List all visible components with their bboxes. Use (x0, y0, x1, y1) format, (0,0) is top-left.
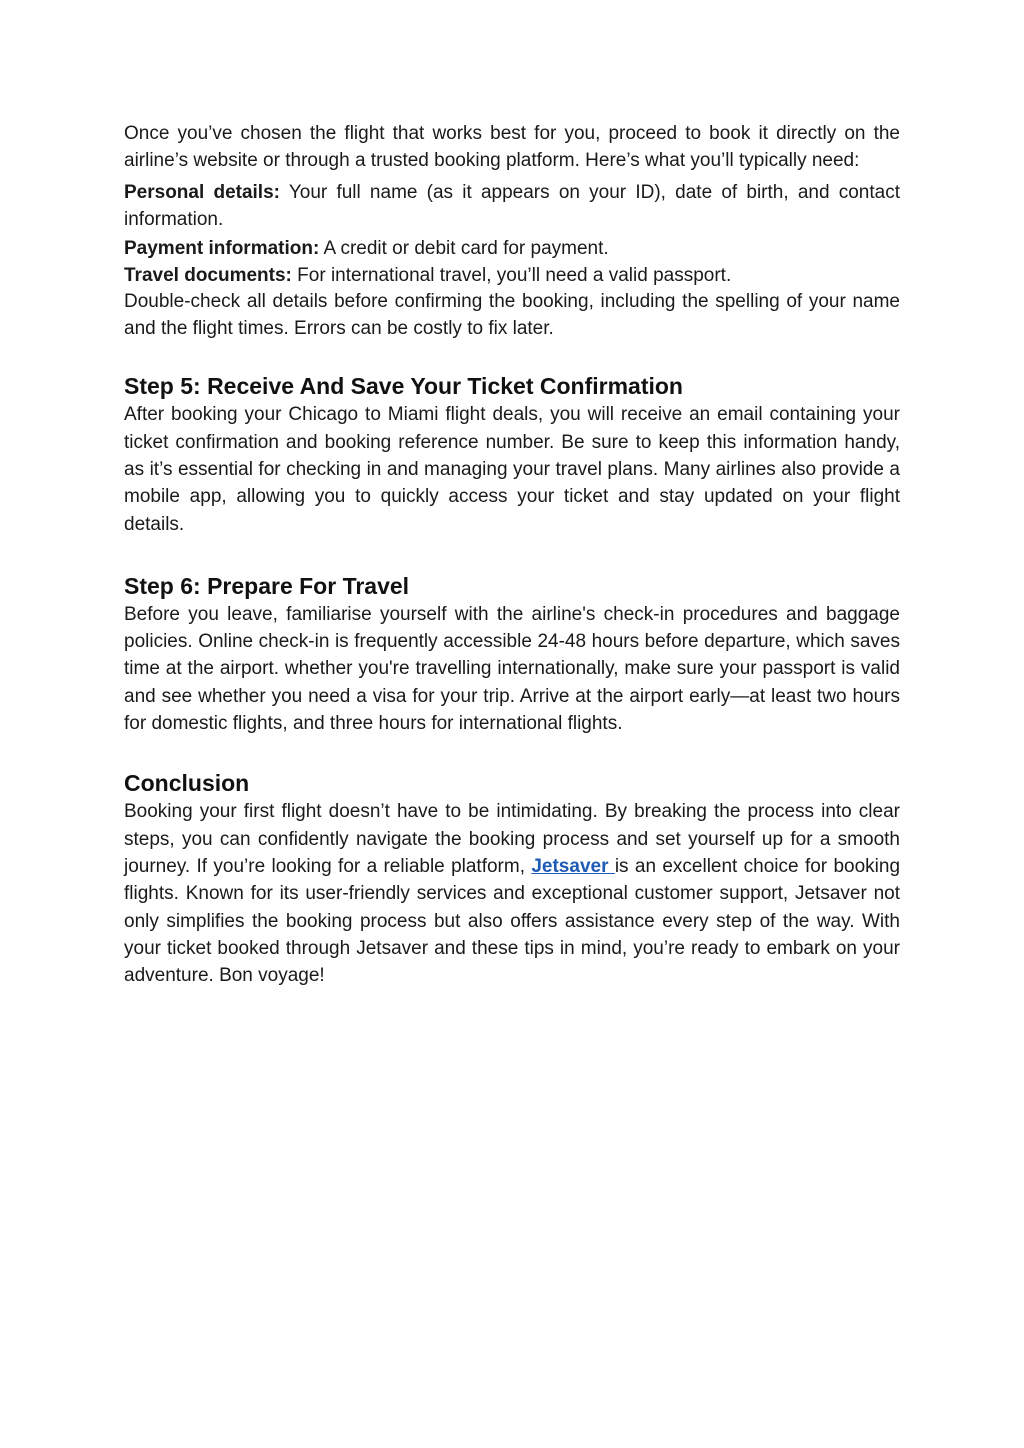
requirement-label: Travel documents: (124, 265, 292, 287)
step6-paragraph: Before you leave, familiarise yourself with the airline's check-in procedures and baggage policies. Online check-in is frequently accessible 24-48 hours before departure, which saves time at the airport. whether you're travelling internationally, make sure your passport is valid and see whether you need a visa for your trip. Arrive at the airport early—at least two hours for domestic flights, and three hours for international flights. (124, 603, 900, 735)
conclusion-paragraph (124, 798, 900, 989)
requirement-label: Personal details: (124, 181, 280, 203)
conclusion-text-before-link: Booking your first flight doesn’t have to be intimidating. By breaking the process into clear steps, you can confidently navigate the booking process and set yourself up for a smooth journey. If you’re looking for a reliable platform, (124, 801, 900, 877)
step5-paragraph: After booking your Chicago to Miami flight deals, you will receive an email containing your ticket confirmation and booking reference number. Be sure to keep this information handy, as it’s essential for checking in and managing your travel plans. Many airlines also provide a mobile app, allowing you to quickly access your ticket and stay updated on your flight details. (124, 404, 900, 535)
requirement-payment-information (124, 235, 900, 262)
step6-heading: Step 6: Prepare For Travel (124, 572, 410, 599)
jetsaver-link[interactable]: Jetsaver (531, 855, 615, 877)
double-check-paragraph: Double-check all details before confirming the booking, including the spelling of your name and the flight times. Errors can be costly to fix later. (124, 290, 900, 340)
conclusion-heading: Conclusion (124, 770, 250, 797)
conclusion-text-after-link: is an excellent choice for booking flights. Known for its user-friendly services and exceptional customer support, Jetsaver not only simplifies the booking process but also offers assistance every step of the way. With your ticket booked through Jetsaver and these tips in mind, you’re ready to embark on your adventure. Bon voyage! (124, 855, 901, 987)
requirement-text: Your full name (as it appears on your ID), date of birth, and contact information. (124, 181, 900, 230)
requirement-text: For international travel, you’ll need a valid passport. (291, 265, 732, 287)
intro-paragraph: Once you’ve chosen the flight that works best for you, proceed to book it directly on the airline’s website or through a trusted booking platform. Here’s what you’ll typically need: (124, 123, 900, 172)
requirement-travel-documents (124, 262, 900, 289)
requirement-text: A credit or debit card for payment. (319, 238, 609, 260)
requirement-personal-details (124, 179, 900, 234)
document-page (124, 120, 900, 989)
step5-heading: Step 5: Receive And Save Your Ticket Confirmation (124, 373, 683, 400)
requirement-label: Payment information: (124, 238, 320, 260)
